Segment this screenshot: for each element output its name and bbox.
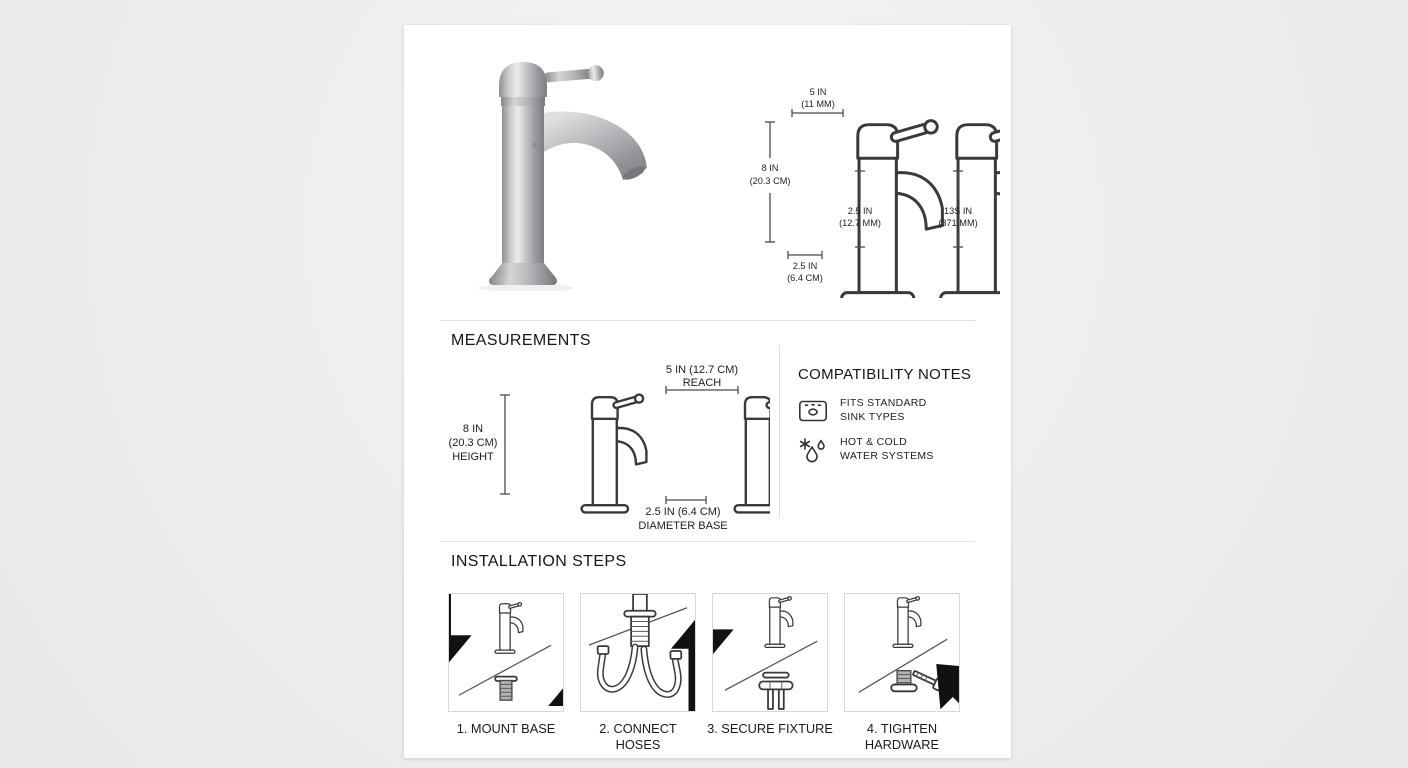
sink-icon — [798, 397, 828, 425]
step-tighten-hardware — [844, 593, 960, 753]
step-illustration-box — [448, 593, 564, 712]
measurements-title: MEASUREMENTS — [451, 332, 591, 349]
faucet-outline-height — [582, 394, 647, 513]
reach-label-line1: 5 IN (12.7 CM) — [665, 364, 739, 376]
connect-hoses-illustration — [581, 594, 695, 711]
compat-item-hot-cold — [798, 435, 984, 465]
faucet-outline-reach — [735, 394, 770, 513]
supply-hoses — [598, 646, 682, 694]
dim-spout-height-line2: (12.7 MM) — [839, 218, 881, 228]
tighten-hardware-illustration — [845, 594, 959, 711]
dim-second-height-line2: (371 MM) — [938, 218, 978, 228]
step-illustration-box — [712, 593, 828, 712]
arrow-down-icon — [449, 594, 472, 677]
arrow-down-icon — [713, 594, 734, 671]
divider-bottom — [440, 541, 975, 542]
product-photo — [454, 41, 684, 291]
compatibility-title: COMPATIBILITY NOTES — [798, 366, 972, 383]
dim-second-height-line1: 13S IN — [943, 206, 973, 216]
dimension-diagram — [734, 63, 1000, 298]
height-label-line3: HEIGHT — [452, 451, 494, 463]
installation-steps — [448, 593, 960, 753]
compat-item-sink — [798, 397, 984, 425]
step-label: 4. TIGHTEN HARDWARE — [864, 721, 940, 752]
dim-top-width-line2: (11 MM) — [801, 99, 835, 109]
dim-spout-height-line1: 2.5 IN — [847, 206, 873, 216]
compatibility-section — [798, 366, 984, 475]
spec-sheet-card — [404, 25, 1011, 758]
arrow-up-icon — [548, 665, 563, 711]
height-label-line1: 8 IN — [462, 423, 484, 435]
step-connect-hoses — [580, 593, 696, 753]
step-illustration-box — [844, 593, 960, 712]
mount-base-illustration — [449, 594, 563, 711]
hot-cold-icon — [798, 435, 828, 465]
step-label: 3. SECURE FIXTURE — [707, 721, 833, 736]
installation-title: INSTALLATION STEPS — [451, 553, 627, 570]
base-label-line1: 2.5 IN (6.4 CM) — [645, 506, 721, 518]
step-secure-fixture — [707, 593, 833, 753]
divider-top — [440, 320, 975, 321]
step-label: 2. CONNECT HOSES — [599, 721, 677, 752]
step-mount-base — [448, 593, 564, 753]
compat-item-text: HOT & COLD WATER SYSTEMS — [840, 436, 934, 462]
reach-label-line2: REACH — [682, 377, 722, 389]
divider-vertical — [779, 345, 780, 518]
dim-base-width-line2: (6.4 CM) — [787, 273, 823, 283]
height-label-line2: (20.3 CM) — [448, 437, 498, 449]
dim-height-line2: (20.3 CM) — [749, 176, 791, 186]
step-illustration-box — [580, 593, 696, 712]
base-label-line2: DIAMETER BASE — [638, 520, 728, 532]
compat-item-text: FITS STANDARD SINK TYPES — [840, 397, 927, 423]
measurements-diagram — [440, 350, 770, 550]
step-label: 1. MOUNT BASE — [456, 721, 556, 736]
dim-base-width-line1: 2.5 IN — [792, 261, 818, 271]
faucet-photo-art — [478, 62, 647, 291]
dim-height-line1: 8 IN — [761, 163, 779, 173]
dim-top-width-line1: 5 IN — [809, 87, 827, 97]
secure-fixture-illustration — [713, 594, 827, 711]
